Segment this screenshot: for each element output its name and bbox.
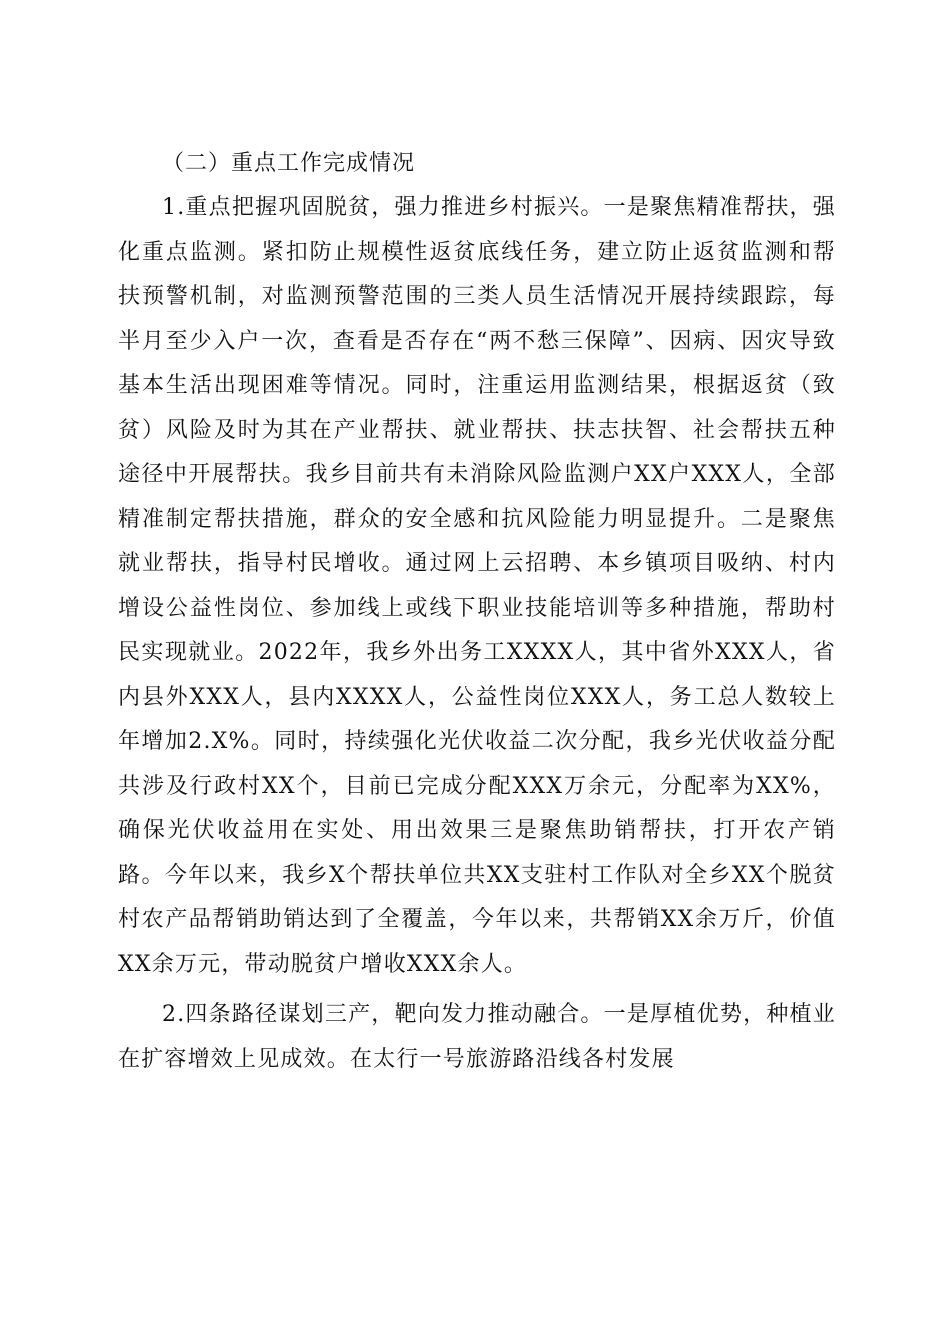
paragraph-industry-integration: 2.四条路径谋划三产，靶向发力推动融合。一是厚植优势，种植业在扩容增效上见成效。在太行一号旅游路沿线各村发展 (118, 1002, 836, 1072)
document-body (118, 142, 836, 1082)
paragraph-rural-revitalization: 1.重点把握巩固脱贫，强力推进乡村振兴。一是聚焦精准帮扶，强化重点监测。紧扣防止规模性返贫底线任务，建立防止返贫监测和帮扶预警机制，对监测预警范围的三类人员生活情况开展持续跟踪，每半月至少入户一次，查看是否存在“两不愁三保障”、因病、因灾导致基本生活出现困难等情况。同时，注重运用监测结果，根据返贫（致贫）风险及时为其在产业帮扶、就业帮扶、扶志扶智、社会帮扶五种途径中开展帮扶。我乡目前共有未消除风险监测户XX户XXX人，全部精准制定帮扶措施，群众的安全感和抗风险能力明显提升。二是聚焦就业帮扶，指导村民增收。通过网上云招聘、本乡镇项目吸纳、村内增设公益性岗位、参加线上或线下职业技能培训等多种措施，帮助村民实现就业。2022年，我乡外出务工XXXX人，其中省外XXX人，省内县外XXX人，县内XXXX人，公益性岗位XXX人，务工总人数较上年增加2.X%。同时，持续强化光伏收益二次分配，我乡光伏收益分配共涉及行政村XX个，目前已完成分配XXX万余元，分配率为XX%，确保光伏收益用在实处、用出效果三是聚焦助销帮扶，打开农产销路。今年以来，我乡X个帮扶单位共XX支驻村工作队对全乡XX个脱贫村农产品帮销助销达到了全覆盖，今年以来，共帮销XX余万斤，价值XX余万元，带动脱贫户增收XXX余人。 (118, 195, 836, 977)
section-heading: （二）重点工作完成情况 (162, 151, 416, 176)
